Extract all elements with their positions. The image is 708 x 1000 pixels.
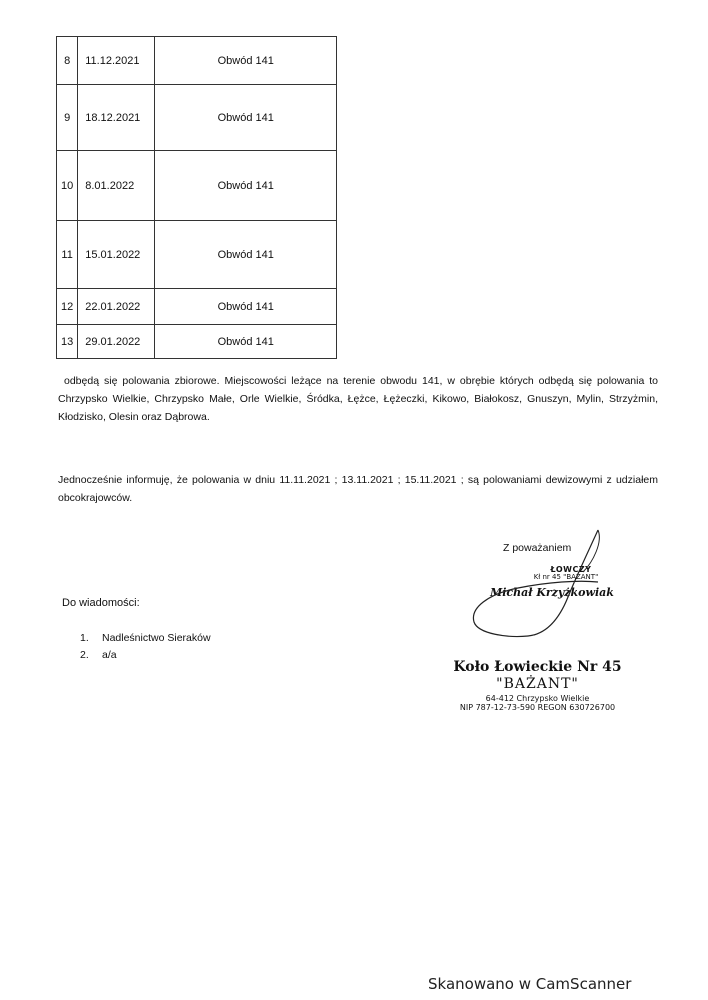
- row-number: 11: [57, 221, 78, 289]
- table-row: [57, 325, 337, 359]
- row-date: 29.01.2022: [78, 325, 155, 359]
- row-number: 13: [57, 325, 78, 359]
- club-stamp-identifiers: NIP 787-12-73-590 REGON 630726700: [459, 702, 616, 712]
- row-date: 18.12.2021: [78, 85, 155, 151]
- row-date: 11.12.2021: [78, 37, 155, 85]
- club-stamp-address: 64-412 Chrzypsko Wielkie: [485, 693, 590, 703]
- table-row: [57, 289, 337, 325]
- foreign-hunters-paragraph: Jednocześnie informuję, że polowania w dniu 11.11.2021 ; 13.11.2021 ; 15.11.2021 ; są polowaniami dewizowymi z udziałem obcokrajowców.: [58, 474, 658, 504]
- row-area: Obwód 141: [155, 151, 337, 221]
- table-row: [57, 221, 337, 289]
- table-row: [57, 151, 337, 221]
- row-number: 12: [57, 289, 78, 325]
- list-text: Nadleśnictwo Sieraków: [102, 632, 211, 644]
- list-index: 2.: [80, 649, 89, 661]
- stamp-club-ref: Kł nr 45 "BAŻANT": [533, 573, 599, 581]
- row-area: Obwód 141: [155, 85, 337, 151]
- row-number: 9: [57, 85, 78, 151]
- list-index: 1.: [80, 632, 89, 644]
- closing-phrase: Z poważaniem: [503, 542, 572, 554]
- row-area: Obwód 141: [155, 289, 337, 325]
- stamp-title: ŁOWCZY: [550, 565, 592, 574]
- hunt-schedule-table: [56, 36, 337, 359]
- handwritten-signature: [448, 522, 638, 642]
- club-stamp: [430, 660, 645, 712]
- distribution-label: Do wiadomości:: [62, 597, 140, 609]
- list-item: [64, 647, 211, 664]
- distribution-list: [64, 630, 211, 664]
- table-row: [57, 85, 337, 151]
- list-text: a/a: [102, 649, 117, 661]
- row-date: 15.01.2022: [78, 221, 155, 289]
- row-number: 8: [57, 37, 78, 85]
- row-number: 10: [57, 151, 78, 221]
- stamp-signer: Michał Krzyżkowiak: [490, 586, 614, 599]
- table-row: [57, 37, 337, 85]
- club-stamp-name: Koło Łowieckie Nr 45: [453, 659, 622, 675]
- club-stamp-title: "BAŻANT": [496, 676, 579, 693]
- row-area: Obwód 141: [155, 37, 337, 85]
- row-date: 8.01.2022: [78, 151, 155, 221]
- row-date: 22.01.2022: [78, 289, 155, 325]
- row-area: Obwód 141: [155, 221, 337, 289]
- scanner-watermark: Skanowano w CamScanner: [428, 975, 632, 993]
- hunting-locations-paragraph: odbędą się polowania zbiorowe. Miejscowości leżące na terenie obwodu 141, w obrębie których odbędą się polowania to Chrzypsko Wielkie, Chrzypsko Małe, Orle Wielkie, Śródka, Łężce, Łężeczki, Kikowo, Białokosz, Gnuszyn, Mylin, Strzyżmin, Kłodzisko, Olesin oraz Dąbrowa.: [58, 375, 658, 423]
- row-area: Obwód 141: [155, 325, 337, 359]
- list-item: [64, 630, 211, 647]
